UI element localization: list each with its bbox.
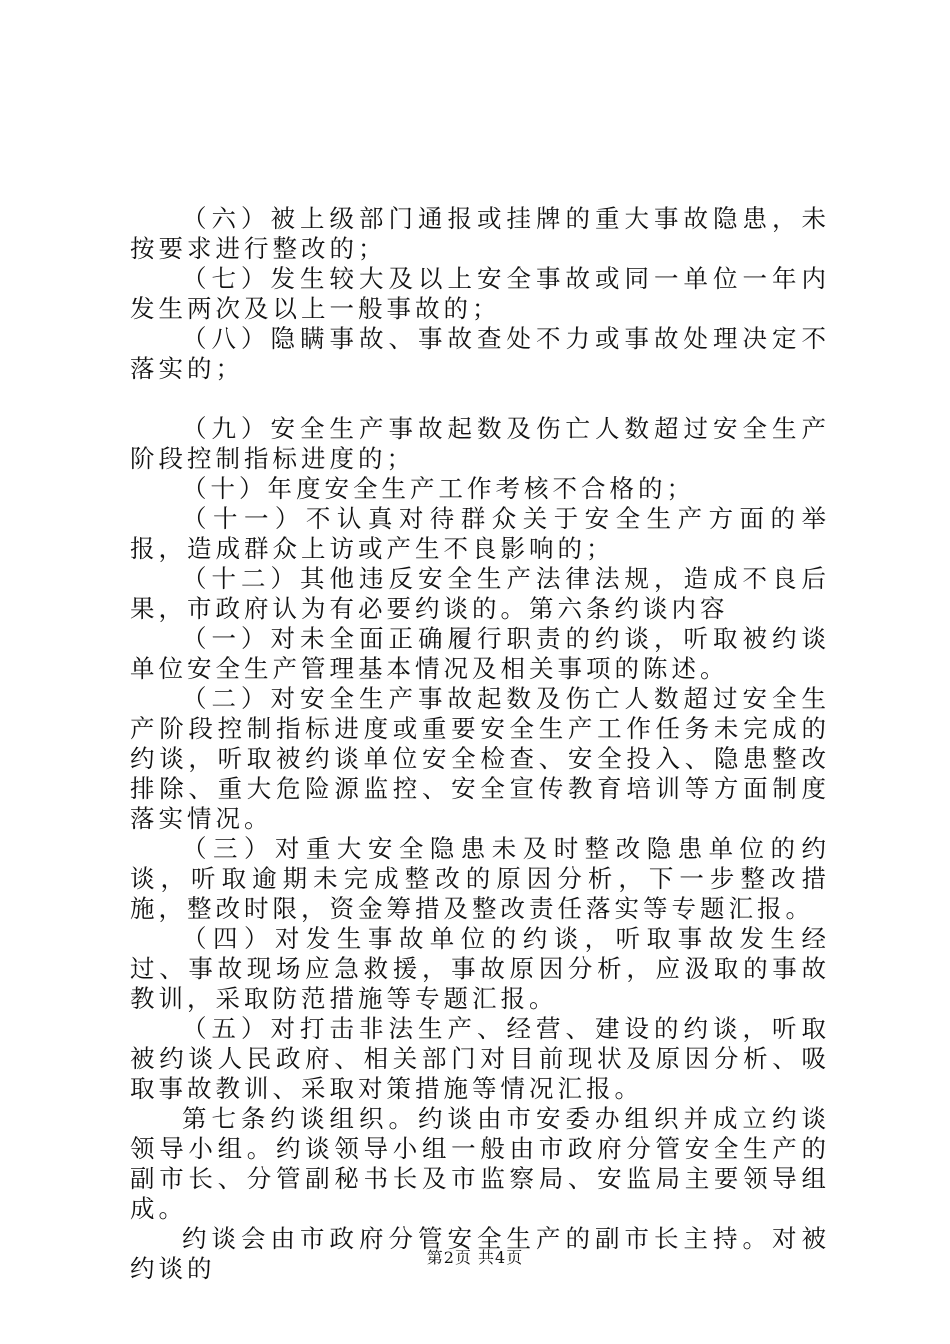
paragraph: （三）对重大安全隐患未及时整改隐患单位的约谈，听取逾期未完成整改的原因分析，下一步整改措施，整改时限，资金筹措及整改责任落实等专题汇报。: [130, 834, 830, 923]
paragraph: （二）对安全生产事故起数及伤亡人数超过安全生产阶段控制指标进度或重要安全生产工作任务未完成的约谈，听取被约谈单位安全检查、安全投入、隐患整改排除、重大危险源监控、安全宣传教育培训等方面制度落实情况。: [130, 684, 830, 833]
paragraph: 第七条约谈组织。约谈由市安委办组织并成立约谈领导小组。约谈领导小组一般由市政府分管安全生产的副市长、分管副秘书长及市监察局、安监局主要领导组成。: [130, 1104, 830, 1223]
paragraph: （十一）不认真对待群众关于安全生产方面的举报，造成群众上访或产生不良影响的；: [130, 504, 830, 563]
paragraph: 约谈会由市政府分管安全生产的副市长主持。对被约谈的: [130, 1224, 830, 1283]
paragraph: （九）安全生产事故起数及伤亡人数超过安全生产阶段控制指标进度的；: [130, 414, 830, 473]
paragraph: （十）年度安全生产工作考核不合格的；: [182, 474, 695, 503]
paragraph: （四）对发生事故单位的约谈，听取事故发生经过、事故现场应急救援，事故原因分析，应汲取的事故教训，采取防范措施等专题汇报。: [130, 924, 830, 1013]
paragraph: （五）对打击非法生产、经营、建设的约谈，听取被约谈人民政府、相关部门对目前现状及原因分析、吸取事故教训、采取对策措施等情况汇报。: [130, 1014, 830, 1103]
paragraph: （七）发生较大及以上安全事故或同一单位一年内发生两次及以上一般事故的；: [130, 264, 830, 323]
page-footer: 第2页 共4页: [426, 1248, 524, 1267]
paragraph: （一）对未全面正确履行职责的约谈，听取被约谈单位安全生产管理基本情况及相关事项的陈述。: [130, 624, 830, 683]
paragraph: （十二）其他违反安全生产法律法规，造成不良后果，市政府认为有必要约谈的。第六条约谈内容: [130, 564, 830, 623]
paragraph: （八）隐瞒事故、事故查处不力或事故处理决定不落实的；: [130, 324, 830, 383]
document-body: [130, 204, 830, 1284]
paragraph: （六）被上级部门通报或挂牌的重大事故隐患，未按要求进行整改的；: [130, 204, 830, 263]
